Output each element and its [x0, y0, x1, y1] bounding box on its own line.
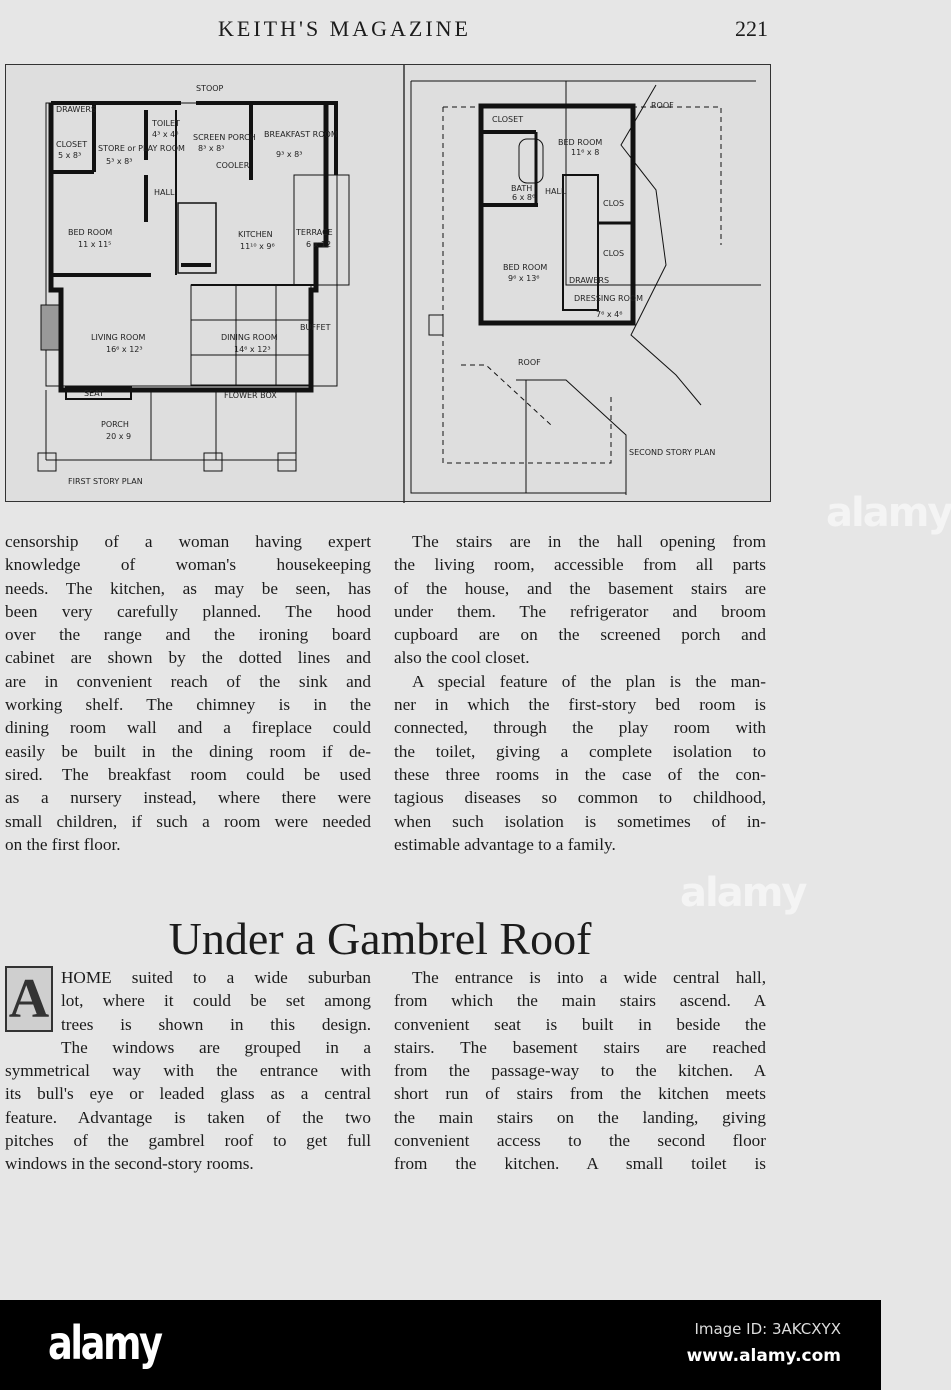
- text-line: ner in which the first-story bed room is: [394, 695, 766, 715]
- page-number: 221: [735, 16, 768, 41]
- room-label: CLOSET: [56, 140, 88, 149]
- room-size: 7⁶ x 4⁶: [596, 310, 623, 319]
- drop-cap: A: [5, 966, 53, 1032]
- site-url: www.alamy.com: [686, 1346, 841, 1366]
- room-size: 16⁶ x 12³: [106, 345, 143, 354]
- text-line: the toilet, giving a complete isolation to: [394, 741, 766, 761]
- room-label: CLOS: [603, 249, 625, 258]
- text-line: from which the main stairs ascend. A: [394, 991, 766, 1011]
- room-label: DRAWERS: [569, 276, 610, 285]
- room-label: TERRACE: [296, 228, 333, 237]
- text-line: are in convenient reach of the sink and: [5, 671, 371, 691]
- text-line: stairs. The basement stairs are reached: [394, 1037, 766, 1057]
- text-line: the main stairs on the landing, giving: [394, 1107, 766, 1127]
- page-header: [0, 14, 881, 48]
- room-label: SCREEN PORCH: [193, 133, 256, 142]
- room-size: 14⁶ x 12³: [234, 345, 271, 354]
- text-line: these three rooms in the case of the con-: [394, 764, 766, 784]
- text-line: symmetrical way with the entrance with: [5, 1061, 371, 1081]
- text-line: on the first floor.: [5, 834, 121, 854]
- room-size: 11¹⁰ x 9⁶: [240, 242, 275, 251]
- article2-left-column: [5, 966, 371, 1176]
- room-label: STORE or PLAY ROOM: [98, 144, 185, 153]
- alamy-logo: alamy: [48, 1316, 161, 1370]
- room-label: CLOSET: [492, 115, 524, 124]
- room-size: 11 x 11⁵: [78, 240, 112, 249]
- text-line: short run of stairs from the kitchen meets: [394, 1084, 766, 1104]
- room-size: 8³ x 8³: [198, 144, 225, 153]
- text-line: been very carefully planned. The hood: [5, 601, 371, 621]
- watermark-text: alamy: [680, 870, 806, 916]
- room-label: KITCHEN: [238, 230, 273, 239]
- room-label: COOLER: [216, 161, 250, 170]
- room-label: BATH: [511, 184, 533, 193]
- room-label: BED ROOM: [68, 228, 113, 237]
- room-size: 6 x 12: [306, 240, 332, 249]
- text-line: The windows are grouped in a: [61, 1037, 371, 1057]
- text-line: needs. The kitchen, as may be seen, has: [5, 578, 371, 598]
- room-label: BUFFET: [300, 323, 331, 332]
- room-label: DINING ROOM: [221, 333, 278, 342]
- room-label: HALL: [154, 188, 175, 197]
- room-label: CLOS: [603, 199, 625, 208]
- text-line: its bull's eye or leaded glass as a central: [5, 1084, 371, 1104]
- text-line: lot, where it could be set among: [61, 991, 371, 1011]
- floor-plans-figure: [5, 64, 771, 502]
- first-story-plan: [38, 65, 404, 503]
- room-label: DRAWERS: [56, 105, 97, 114]
- text-line: from the passage-way to the kitchen. A: [394, 1061, 766, 1081]
- text-line: The entrance is into a wide central hall,: [412, 968, 766, 987]
- room-label: TOILET: [152, 119, 180, 128]
- room-label: BED ROOM: [503, 263, 548, 272]
- text-line: over the range and the ironing board: [5, 625, 371, 645]
- text-line: small children, if such a room were needed: [5, 811, 371, 831]
- text-line: estimable advantage to a family.: [394, 834, 616, 854]
- text-line: pitches of the gambrel roof to get full: [5, 1131, 371, 1151]
- room-size: 5³ x 8³: [106, 157, 133, 166]
- text-line: easily be built in the dining room if de-: [5, 741, 371, 761]
- stock-photo-banner: [0, 1300, 881, 1390]
- text-line: windows in the second-story rooms.: [5, 1154, 254, 1174]
- first-story-caption: FIRST STORY PLAN: [68, 477, 143, 486]
- text-line: dining room wall and a fireplace could: [5, 718, 371, 738]
- text-line: knowledge of woman's housekeeping: [5, 555, 371, 575]
- text-line: convenient access to the second floor: [394, 1131, 766, 1151]
- room-size: 9⁶ x 13⁶: [508, 274, 540, 283]
- room-size: 11⁶ x 8: [571, 148, 600, 157]
- room-label: LIVING ROOM: [91, 333, 146, 342]
- article1-right-column: [394, 530, 766, 856]
- second-story-caption: SECOND STORY PLAN: [629, 448, 716, 457]
- article1-left-column: [5, 530, 371, 856]
- room-label: STOOP: [196, 84, 224, 93]
- room-label: BED ROOM: [558, 138, 603, 147]
- text-line: cabinet are shown by the dotted lines and: [5, 648, 371, 668]
- text-line: trees is shown in this design.: [61, 1014, 371, 1034]
- room-size: 20 x 9: [106, 432, 132, 441]
- text-line: The stairs are in the hall opening from: [412, 532, 766, 551]
- text-line: sired. The breakfast room could be used: [5, 764, 371, 784]
- text-line: of the house, and the basement stairs are: [394, 578, 766, 598]
- image-id: Image ID: 3AKCXYX: [694, 1320, 841, 1338]
- text-line: connected, through the play room with: [394, 718, 766, 738]
- room-label: FLOWER BOX: [224, 391, 277, 400]
- text-line: from the kitchen. A small toilet is: [394, 1154, 766, 1174]
- text-line: also the cool closet.: [394, 648, 530, 668]
- room-size: 5 x 8³: [58, 151, 82, 160]
- room-label: HALL: [545, 187, 566, 196]
- text-line: A special feature of the plan is the man-: [412, 671, 766, 691]
- article-title: Under a Gambrel Roof: [168, 913, 592, 964]
- text-line: convenient seat is built in beside the: [394, 1014, 766, 1034]
- text-line: under them. The refrigerator and broom: [394, 601, 766, 621]
- text-line: HOME suited to a wide suburban: [61, 968, 371, 987]
- room-label: DRESSING ROOM: [574, 294, 644, 303]
- room-label: PORCH: [101, 420, 129, 429]
- text-line: the living room, accessible from all parts: [394, 555, 766, 575]
- magazine-title: KEITH'S MAGAZINE: [218, 16, 471, 41]
- text-line: cupboard are on the screened porch and: [394, 625, 766, 645]
- room-size: 9³ x 8³: [276, 150, 303, 159]
- floor-plans-drawing: [6, 65, 772, 503]
- roof-label: ROOF: [651, 101, 674, 110]
- room-label: BREAKFAST ROOM: [264, 130, 338, 139]
- roof-label: ROOF: [518, 358, 541, 367]
- text-line: feature. Advantage is taken of the two: [5, 1107, 371, 1127]
- room-label: SEAT: [84, 389, 104, 398]
- text-line: as a nursery instead, where there were: [5, 788, 371, 808]
- text-line: tagious diseases so common to childhood,: [394, 788, 766, 808]
- watermark-text: alamy: [826, 490, 951, 536]
- text-line: when such isolation is sometimes of in-: [394, 811, 766, 831]
- room-size: 6 x 8⁶: [512, 193, 536, 202]
- text-line: working shelf. The chimney is in the: [5, 695, 371, 715]
- room-size: 4³ x 4⁶: [152, 130, 179, 139]
- article2-right-column: [394, 966, 766, 1176]
- text-line: censorship of a woman having expert: [5, 532, 371, 551]
